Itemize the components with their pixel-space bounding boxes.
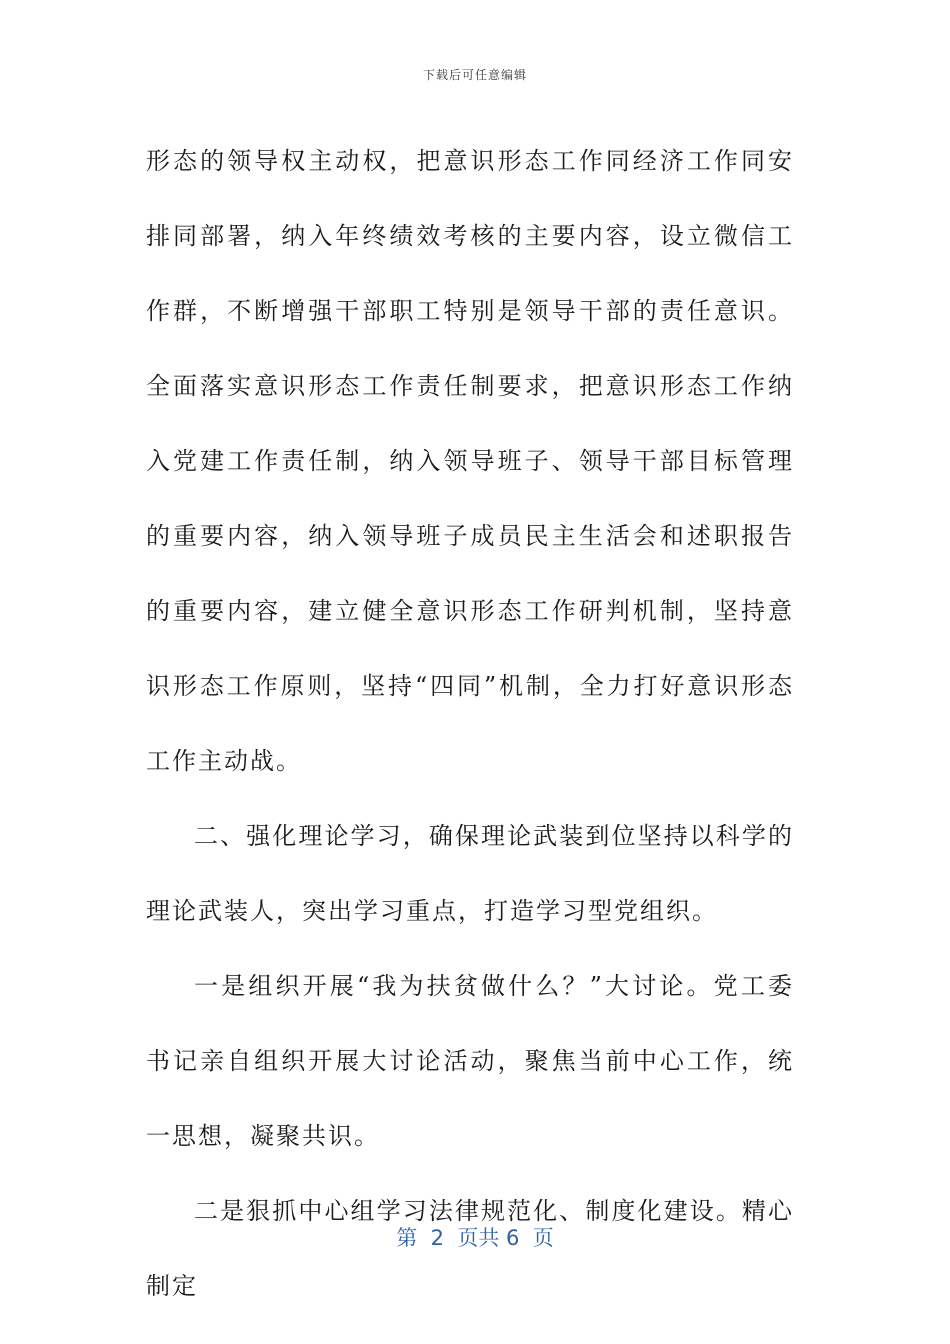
page-header: 下载后可任意编辑	[422, 68, 527, 82]
paragraph-4: 二是狠抓中心组学习法律规范化、制度化建设。精心制定	[146, 1197, 794, 1300]
paragraph-2: 二、强化理论学习，确保理论武装到位坚持以科学的理论武装人，突出学习重点，打造学习型党组织。	[146, 822, 794, 925]
paragraph-1: 形态的领导权主动权，把意识形态工作同经济工作同安排同部署，纳入年终绩效考核的主要内容，设立微信工作群，不断增强干部职工特别是领导干部的责任意识。全面落实意识形态工作责任制要求，把意识形态工作纳入党建工作责任制，纳入领导班子、领导干部目标管理的重要内容，纳入领导班子成员民主生活会和述职报告的重要内容，建立健全意识形态工作研判机制，坚持意识形态工作原则，坚持“四同”机制，全力打好意识形态工作主动战。	[146, 147, 794, 775]
paragraph-3: 一是组织开展“我为扶贫做什么？”大讨论。党工委书记亲自组织开展大讨论活动，聚焦当前中心工作，统一思想，凝聚共识。	[146, 972, 794, 1150]
page-number-footer: 第 2 页共 6 页	[396, 1226, 554, 1250]
document-body	[146, 124, 794, 1324]
